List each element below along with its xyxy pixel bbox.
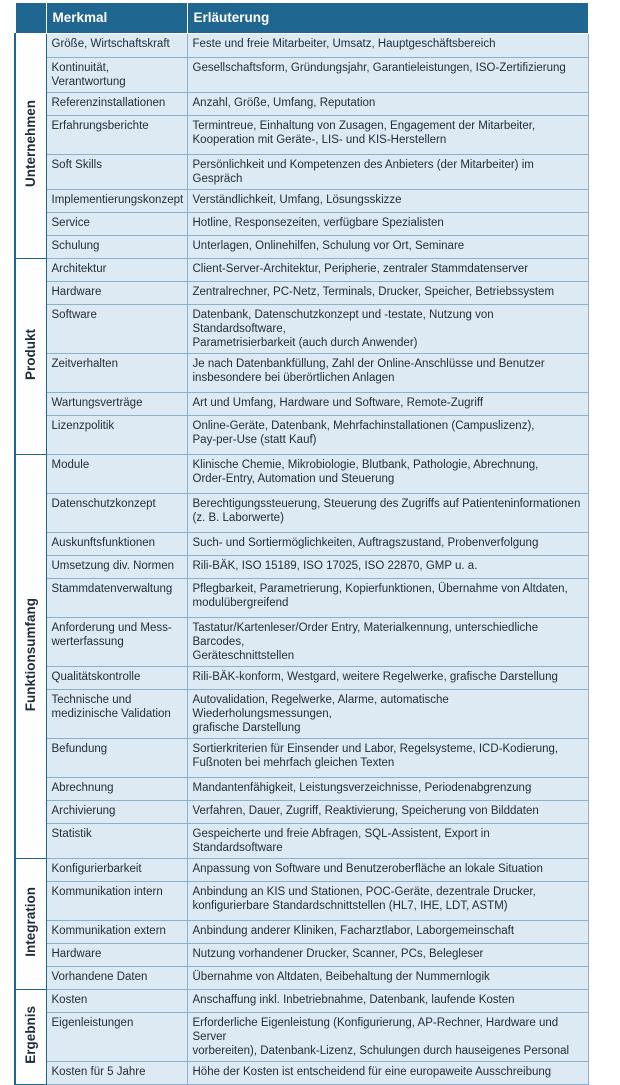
erlaeuterung-cell: Persönlichkeit und Kompetenzen des Anbieters (der Mitarbeiter) im Gespräch <box>187 155 588 190</box>
group-label: Integration <box>22 887 38 957</box>
merkmal-cell: Erfahrungsberichte <box>46 116 187 155</box>
merkmal-cell: Soft Skills <box>46 155 187 190</box>
group-label: Produkt <box>22 328 38 380</box>
merkmal-cell: Hardware <box>46 282 187 305</box>
table-row <box>15 213 588 236</box>
table-row <box>15 824 588 859</box>
table-row <box>15 354 588 393</box>
table-row <box>15 116 588 155</box>
header-merkmal: Merkmal <box>46 3 187 34</box>
table-row <box>15 618 588 667</box>
table-row <box>15 393 588 416</box>
table-row <box>15 58 588 93</box>
merkmal-cell: Kommunikation extern <box>46 921 187 944</box>
erlaeuterung-cell: Anbindung anderer Kliniken, Facharztlabor, Laborgemeinschaft <box>187 921 588 944</box>
merkmal-cell: Abrechnung <box>46 778 187 801</box>
erlaeuterung-cell: Rili-BÄK-konform, Westgard, weitere Regelwerke, grafische Darstellung <box>187 667 588 690</box>
merkmal-cell: Service <box>46 213 187 236</box>
erlaeuterung-cell: Anzahl, Größe, Umfang, Reputation <box>187 93 588 116</box>
erlaeuterung-cell: Sortierkriterien für Einsender und Labor, Regelsysteme, ICD-Kodierung, Fußnoten bei mehrfach gleichen Texten <box>187 739 588 778</box>
group-label: Unternehmen <box>22 100 38 188</box>
erlaeuterung-cell: Datenbank, Datenschutzkonzept und -testate, Nutzung von Standardsoftware, Parametrisierbarkeit (auch durch Anwender) <box>187 305 588 354</box>
merkmal-cell: Umsetzung div. Normen <box>46 556 187 579</box>
table-row <box>15 667 588 690</box>
table-row <box>15 778 588 801</box>
table-row <box>15 494 588 533</box>
merkmal-cell: Referenzinstallationen <box>46 93 187 116</box>
erlaeuterung-cell: Nutzung vorhandener Drucker, Scanner, PCs, Belegleser <box>187 944 588 967</box>
table-row <box>15 801 588 824</box>
group-cell <box>15 859 46 990</box>
merkmal-cell: Stammdatenverwaltung <box>46 579 187 618</box>
merkmal-cell: Kosten <box>46 990 187 1013</box>
group-cell <box>15 990 46 1085</box>
table-row <box>15 990 588 1013</box>
merkmal-cell: Auskunftsfunktionen <box>46 533 187 556</box>
header-erlaeuterung: Erläuterung <box>187 3 588 34</box>
erlaeuterung-cell: Feste und freie Mitarbeiter, Umsatz, Hauptgeschäftsbereich <box>187 34 588 58</box>
criteria-table <box>14 2 589 1085</box>
merkmal-cell: Wartungsverträge <box>46 393 187 416</box>
merkmal-cell: Eigenleistungen <box>46 1013 187 1062</box>
merkmal-cell: Konfigurierbarkeit <box>46 859 187 882</box>
table-row <box>15 236 588 259</box>
merkmal-cell: Module <box>46 455 187 494</box>
group-cell <box>15 455 46 859</box>
erlaeuterung-cell: Höhe der Kosten ist entscheidend für eine europaweite Ausschreibung <box>187 1062 588 1085</box>
table-row <box>15 93 588 116</box>
erlaeuterung-cell: Rili-BÄK, ISO 15189, ISO 17025, ISO 22870, GMP u. a. <box>187 556 588 579</box>
table-row <box>15 282 588 305</box>
merkmal-cell: Hardware <box>46 944 187 967</box>
group-cell <box>15 34 46 259</box>
erlaeuterung-cell: Anpassung von Software und Benutzeroberfläche an lokale Situation <box>187 859 588 882</box>
group-label: Funktionsumfang <box>22 597 38 712</box>
table-row <box>15 190 588 213</box>
erlaeuterung-cell: Anschaffung inkl. Inbetriebnahme, Datenbank, laufende Kosten <box>187 990 588 1013</box>
erlaeuterung-cell: Pflegbarkeit, Parametrierung, Kopierfunktionen, Übernahme von Altdaten, modulübergreifend <box>187 579 588 618</box>
erlaeuterung-cell: Mandantenfähigkeit, Leistungsverzeichnisse, Periodenabgrenzung <box>187 778 588 801</box>
table-row <box>15 690 588 739</box>
table-row <box>15 455 588 494</box>
table-row <box>15 579 588 618</box>
table-row <box>15 1013 588 1062</box>
erlaeuterung-cell: Autovalidation, Regelwerke, Alarme, automatische Wiederholungsmessungen, grafische Darstellung <box>187 690 588 739</box>
merkmal-cell: Kommunikation intern <box>46 882 187 921</box>
table-row <box>15 34 588 58</box>
merkmal-cell: Zeitverhalten <box>46 354 187 393</box>
table-row <box>15 155 588 190</box>
erlaeuterung-cell: Verfahren, Dauer, Zugriff, Reaktivierung, Speicherung von Bilddaten <box>187 801 588 824</box>
erlaeuterung-cell: Art und Umfang, Hardware und Software, Remote-Zugriff <box>187 393 588 416</box>
merkmal-cell: Qualitätskontrolle <box>46 667 187 690</box>
erlaeuterung-cell: Berechtigungssteuerung, Steuerung des Zugriffs auf Patienteninformationen (z. B. Laborwerte) <box>187 494 588 533</box>
erlaeuterung-cell: Termintreue, Einhaltung von Zusagen, Engagement der Mitarbeiter, Kooperation mit Geräte-, LIS- und KIS-Herstellern <box>187 116 588 155</box>
erlaeuterung-cell: Verständlichkeit, Umfang, Lösungsskizze <box>187 190 588 213</box>
erlaeuterung-cell: Anbindung an KIS und Stationen, POC-Geräte, dezentrale Drucker, konfigurierbare Standardschnittstellen (HL7, IHE, LDT, ASTM) <box>187 882 588 921</box>
merkmal-cell: Kosten für 5 Jahre <box>46 1062 187 1085</box>
merkmal-cell: Datenschutzkonzept <box>46 494 187 533</box>
header-row <box>15 3 588 34</box>
merkmal-cell: Anforderung und Mess- werterfassung <box>46 618 187 667</box>
header-corner <box>15 3 46 34</box>
merkmal-cell: Größe, Wirtschaftskraft <box>46 34 187 58</box>
erlaeuterung-cell: Je nach Datenbankfüllung, Zahl der Online-Anschlüsse und Benutzer insbesondere bei überörtlichen Anlagen <box>187 354 588 393</box>
erlaeuterung-cell: Client-Server-Architektur, Peripherie, zentraler Stammdatenserver <box>187 259 588 282</box>
erlaeuterung-cell: Unterlagen, Onlinehilfen, Schulung vor Ort, Seminare <box>187 236 588 259</box>
table-row <box>15 859 588 882</box>
table-row <box>15 1062 588 1085</box>
table-row <box>15 967 588 990</box>
merkmal-cell: Statistik <box>46 824 187 859</box>
table-row <box>15 533 588 556</box>
merkmal-cell: Lizenzpolitik <box>46 416 187 455</box>
table-row <box>15 739 588 778</box>
erlaeuterung-cell: Tastatur/Kartenleser/Order Entry, Materialkennung, unterschiedliche Barcodes, Geräteschnittstellen <box>187 618 588 667</box>
merkmal-cell: Archivierung <box>46 801 187 824</box>
table-row <box>15 944 588 967</box>
table-row <box>15 921 588 944</box>
table-row <box>15 259 588 282</box>
erlaeuterung-cell: Zentralrechner, PC-Netz, Terminals, Drucker, Speicher, Betriebssystem <box>187 282 588 305</box>
merkmal-cell: Technische und medizinische Validation <box>46 690 187 739</box>
erlaeuterung-cell: Gespeicherte und freie Abfragen, SQL-Assistent, Export in Standardsoftware <box>187 824 588 859</box>
erlaeuterung-cell: Online-Geräte, Datenbank, Mehrfachinstallationen (Campuslizenz), Pay-per-Use (statt Kauf) <box>187 416 588 455</box>
merkmal-cell: Kontinuität, Verantwortung <box>46 58 187 93</box>
erlaeuterung-cell: Such- und Sortiermöglichkeiten, Auftragszustand, Probenverfolgung <box>187 533 588 556</box>
merkmal-cell: Architektur <box>46 259 187 282</box>
group-cell <box>15 259 46 455</box>
table-row <box>15 882 588 921</box>
group-label: Ergebnis <box>22 1006 38 1064</box>
erlaeuterung-cell: Gesellschaftsform, Gründungsjahr, Garantieleistungen, ISO-Zertifizierung <box>187 58 588 93</box>
table-row <box>15 416 588 455</box>
erlaeuterung-cell: Hotline, Responsezeiten, verfügbare Spezialisten <box>187 213 588 236</box>
erlaeuterung-cell: Klinische Chemie, Mikrobiologie, Blutbank, Pathologie, Abrechnung, Order-Entry, Automation und Steuerung <box>187 455 588 494</box>
merkmal-cell: Befundung <box>46 739 187 778</box>
merkmal-cell: Vorhandene Daten <box>46 967 187 990</box>
erlaeuterung-cell: Erforderliche Eigenleistung (Konfigurierung, AP-Rechner, Hardware und Server vorbereiten), Datenbank-Lizenz, Schulungen durch hauseigenes Personal <box>187 1013 588 1062</box>
table-row <box>15 556 588 579</box>
table-row <box>15 305 588 354</box>
table-body <box>15 34 588 1085</box>
merkmal-cell: Software <box>46 305 187 354</box>
merkmal-cell: Implementierungskonzept <box>46 190 187 213</box>
erlaeuterung-cell: Übernahme von Altdaten, Beibehaltung der Nummernlogik <box>187 967 588 990</box>
merkmal-cell: Schulung <box>46 236 187 259</box>
